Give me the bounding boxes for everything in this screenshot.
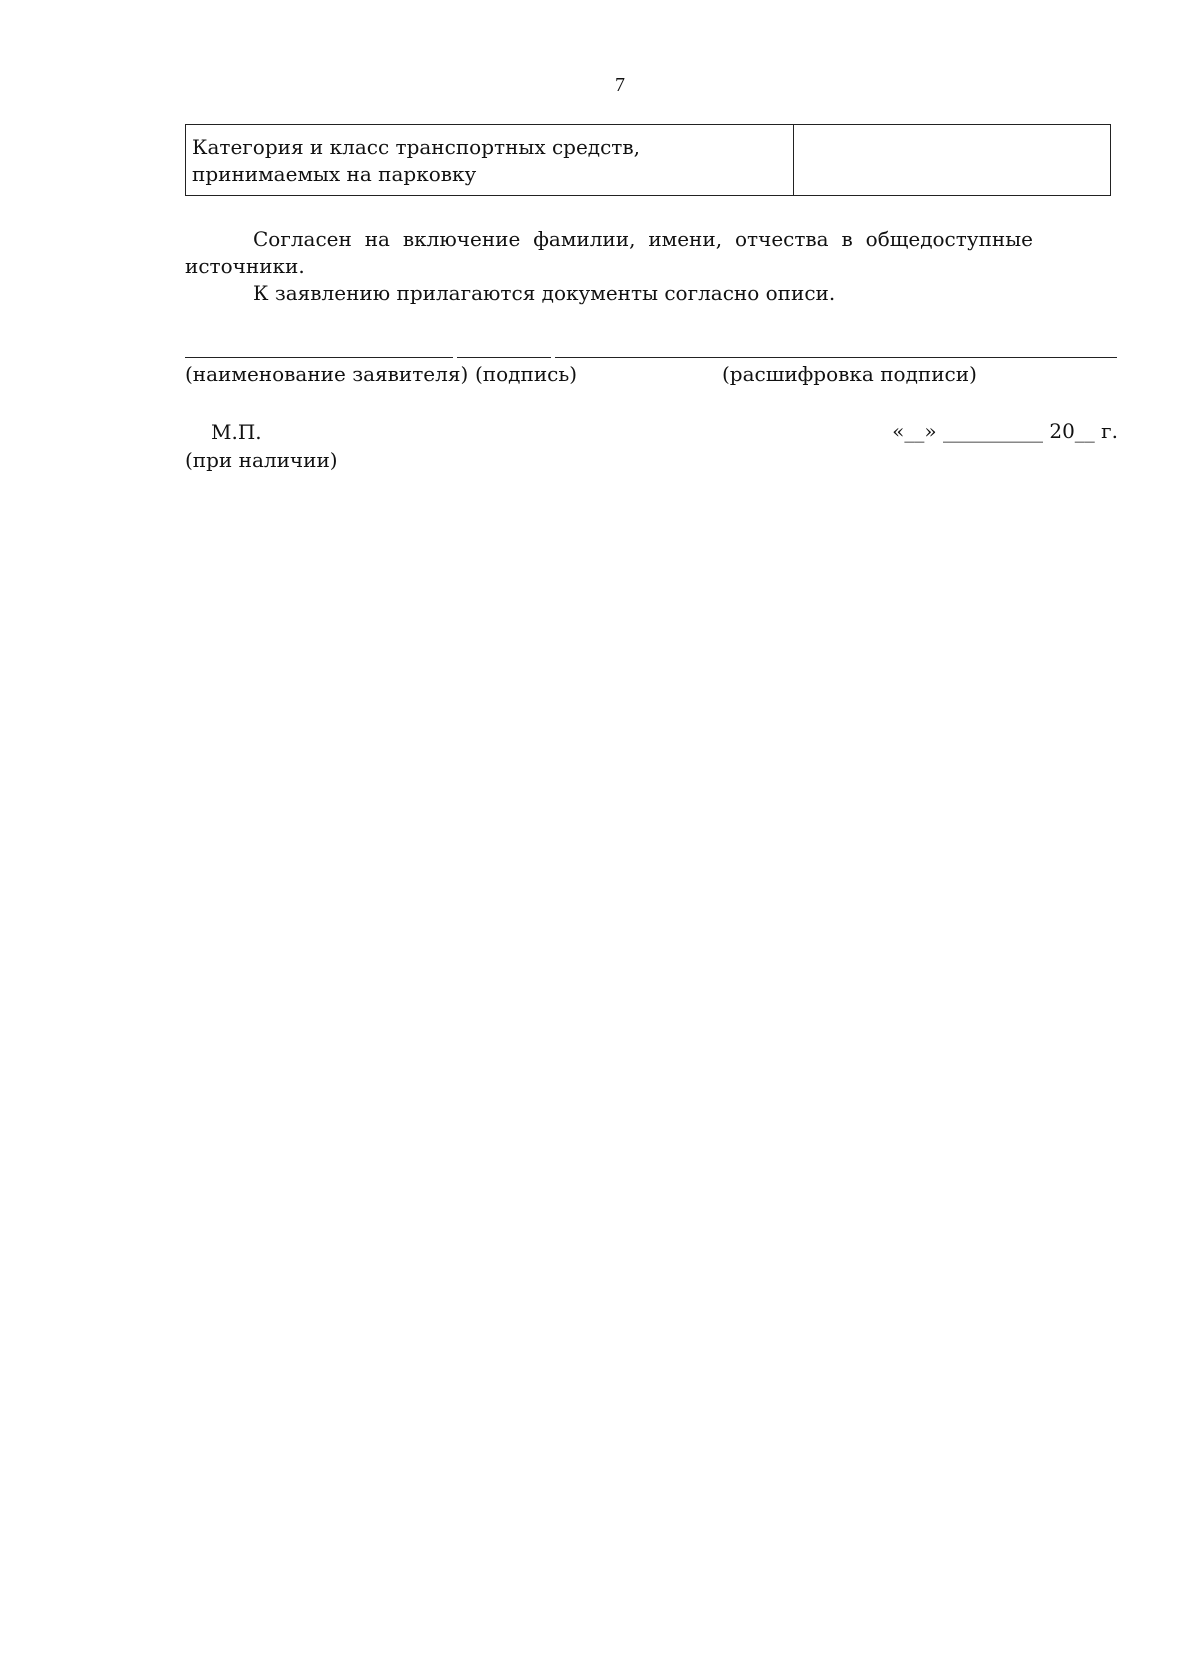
stamp-note: (при наличии) [185,448,338,472]
applicant-name-caption: (наименование заявителя) [185,362,469,386]
date-field: «__» __________ 20__ г. [892,419,1118,443]
attachments-paragraph: К заявлению прилагаются документы согласно описи. [253,281,836,305]
applicant-name-line [185,357,453,358]
signature-caption: (подпись) [475,362,578,386]
consent-paragraph: Согласен на включение фамилии, имени, отчества в общедоступные источники. [185,227,1033,278]
signature-decoding-caption: (расшифровка подписи) [722,362,977,386]
page-number: 7 [615,74,625,96]
vehicle-category-value [794,125,1110,195]
form-table [185,124,1111,196]
signature-decoding-line [555,357,1117,358]
stamp-label: М.П. [211,420,262,444]
signature-line [457,357,551,358]
vehicle-category-label: Категория и класс транспортных средств, принимаемых на парковку [186,125,794,195]
